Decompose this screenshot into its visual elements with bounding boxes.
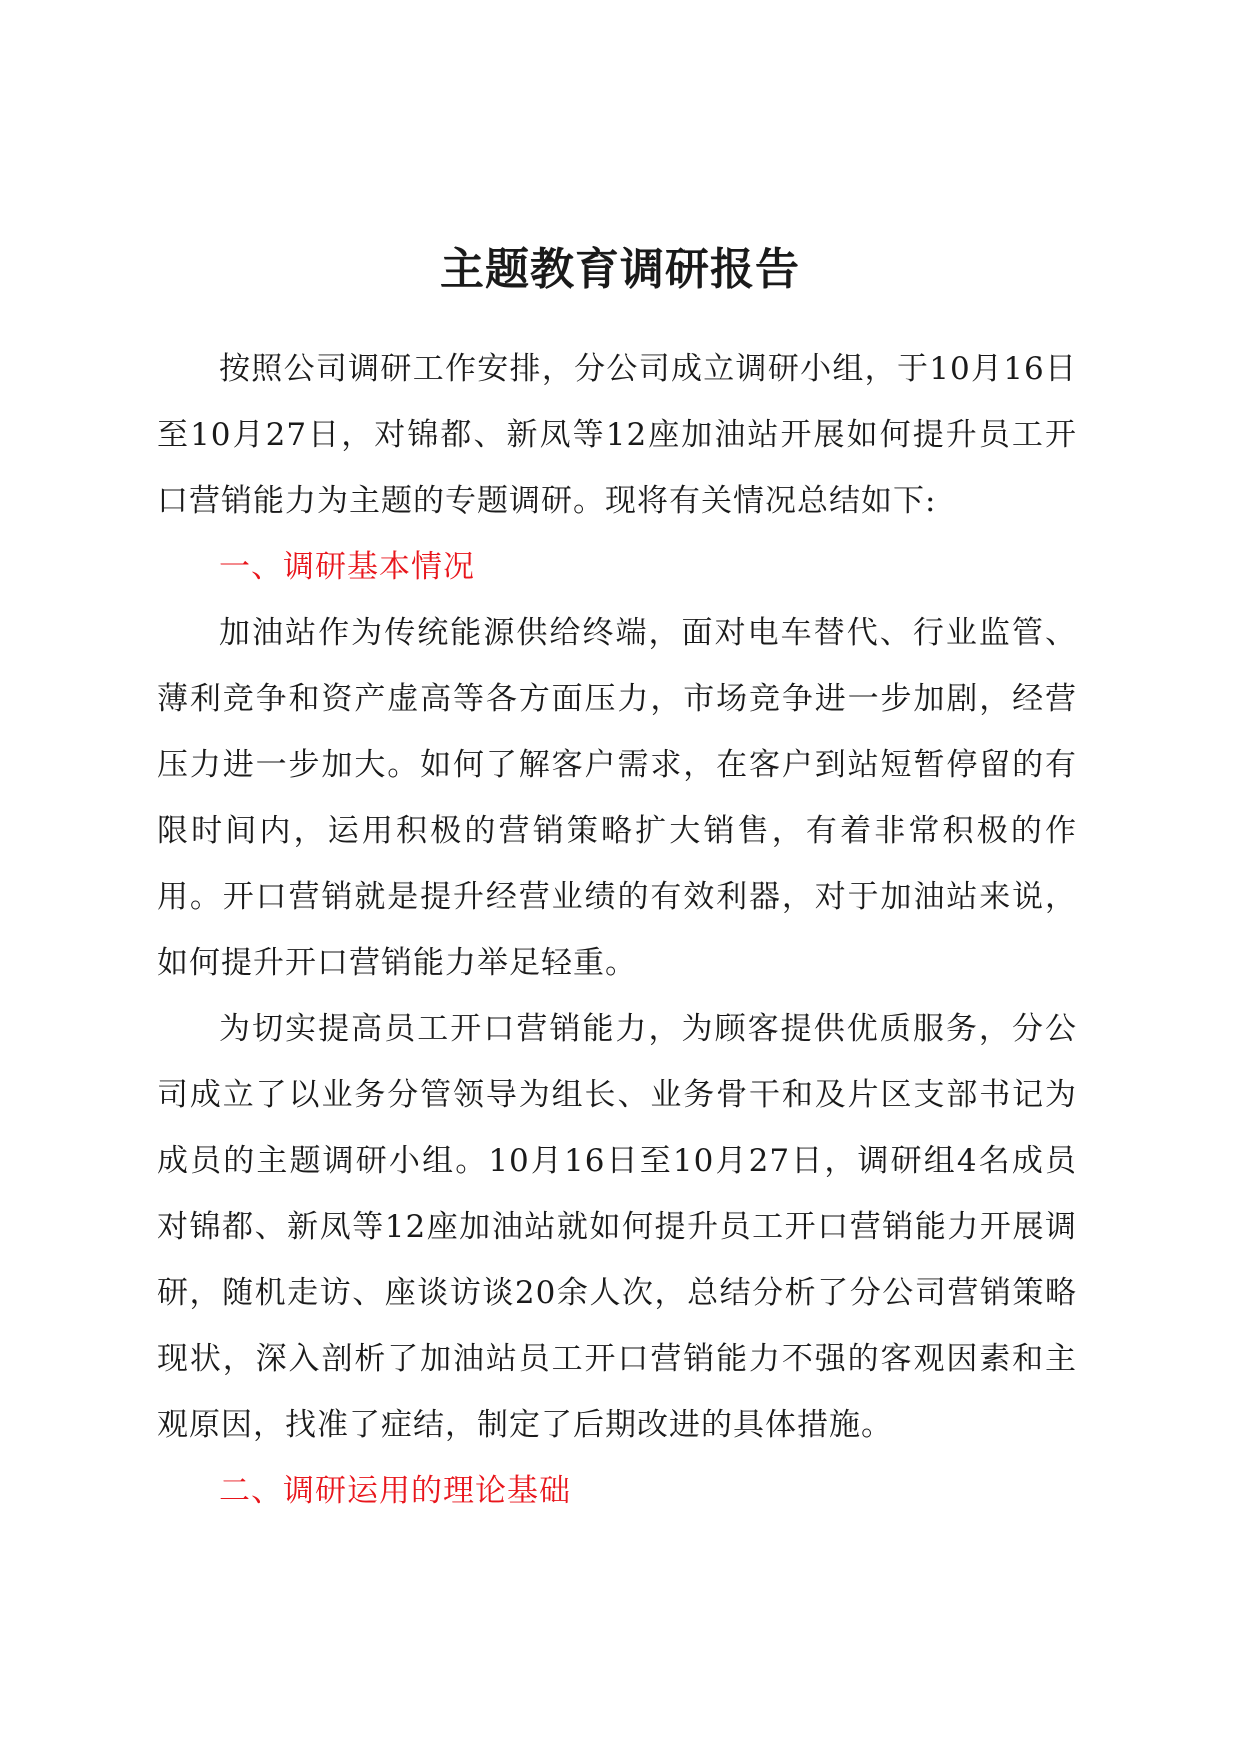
section-heading-2: 二、调研运用的理论基础 xyxy=(219,1473,571,1509)
intro-paragraph: 按照公司调研工作安排，分公司成立调研小组，于10月16日至10月27日，对锦都、新凤等12座加油站开展如何提升员工开口营销能力为主题的专题调研。现将有关情况总结如下: xyxy=(157,351,1077,519)
section-heading-1: 一、调研基本情况 xyxy=(219,549,475,585)
body-paragraph: 加油站作为传统能源供给终端，面对电车替代、行业监管、薄利竞争和资产虚高等各方面压力，市场竞争进一步加剧，经营压力进一步加大。如何了解客户需求，在客户到站短暂停留的有限时间内，运用积极的营销策略扩大销售，有着非常积极的作用。开口营销就是提升经营业绩的有效利器，对于加油站来说，如何提升开口营销能力举足轻重。 xyxy=(157,615,1077,981)
document-title: 主题教育调研报告 xyxy=(440,244,800,295)
body-paragraph: 为切实提高员工开口营销能力，为顾客提供优质服务，分公司成立了以业务分管领导为组长、业务骨干和及片区支部书记为成员的主题调研小组。10月16日至10月27日，调研组4名成员对锦都、新凤等12座加油站就如何提升员工开口营销能力开展调研，随机走访、座谈访谈20余人次，总结分析了分公司营销策略现状，深入剖析了加油站员工开口营销能力不强的客观因素和主观原因，找准了症结，制定了后期改进的具体措施。 xyxy=(157,1011,1077,1443)
document-body xyxy=(157,336,1077,1524)
